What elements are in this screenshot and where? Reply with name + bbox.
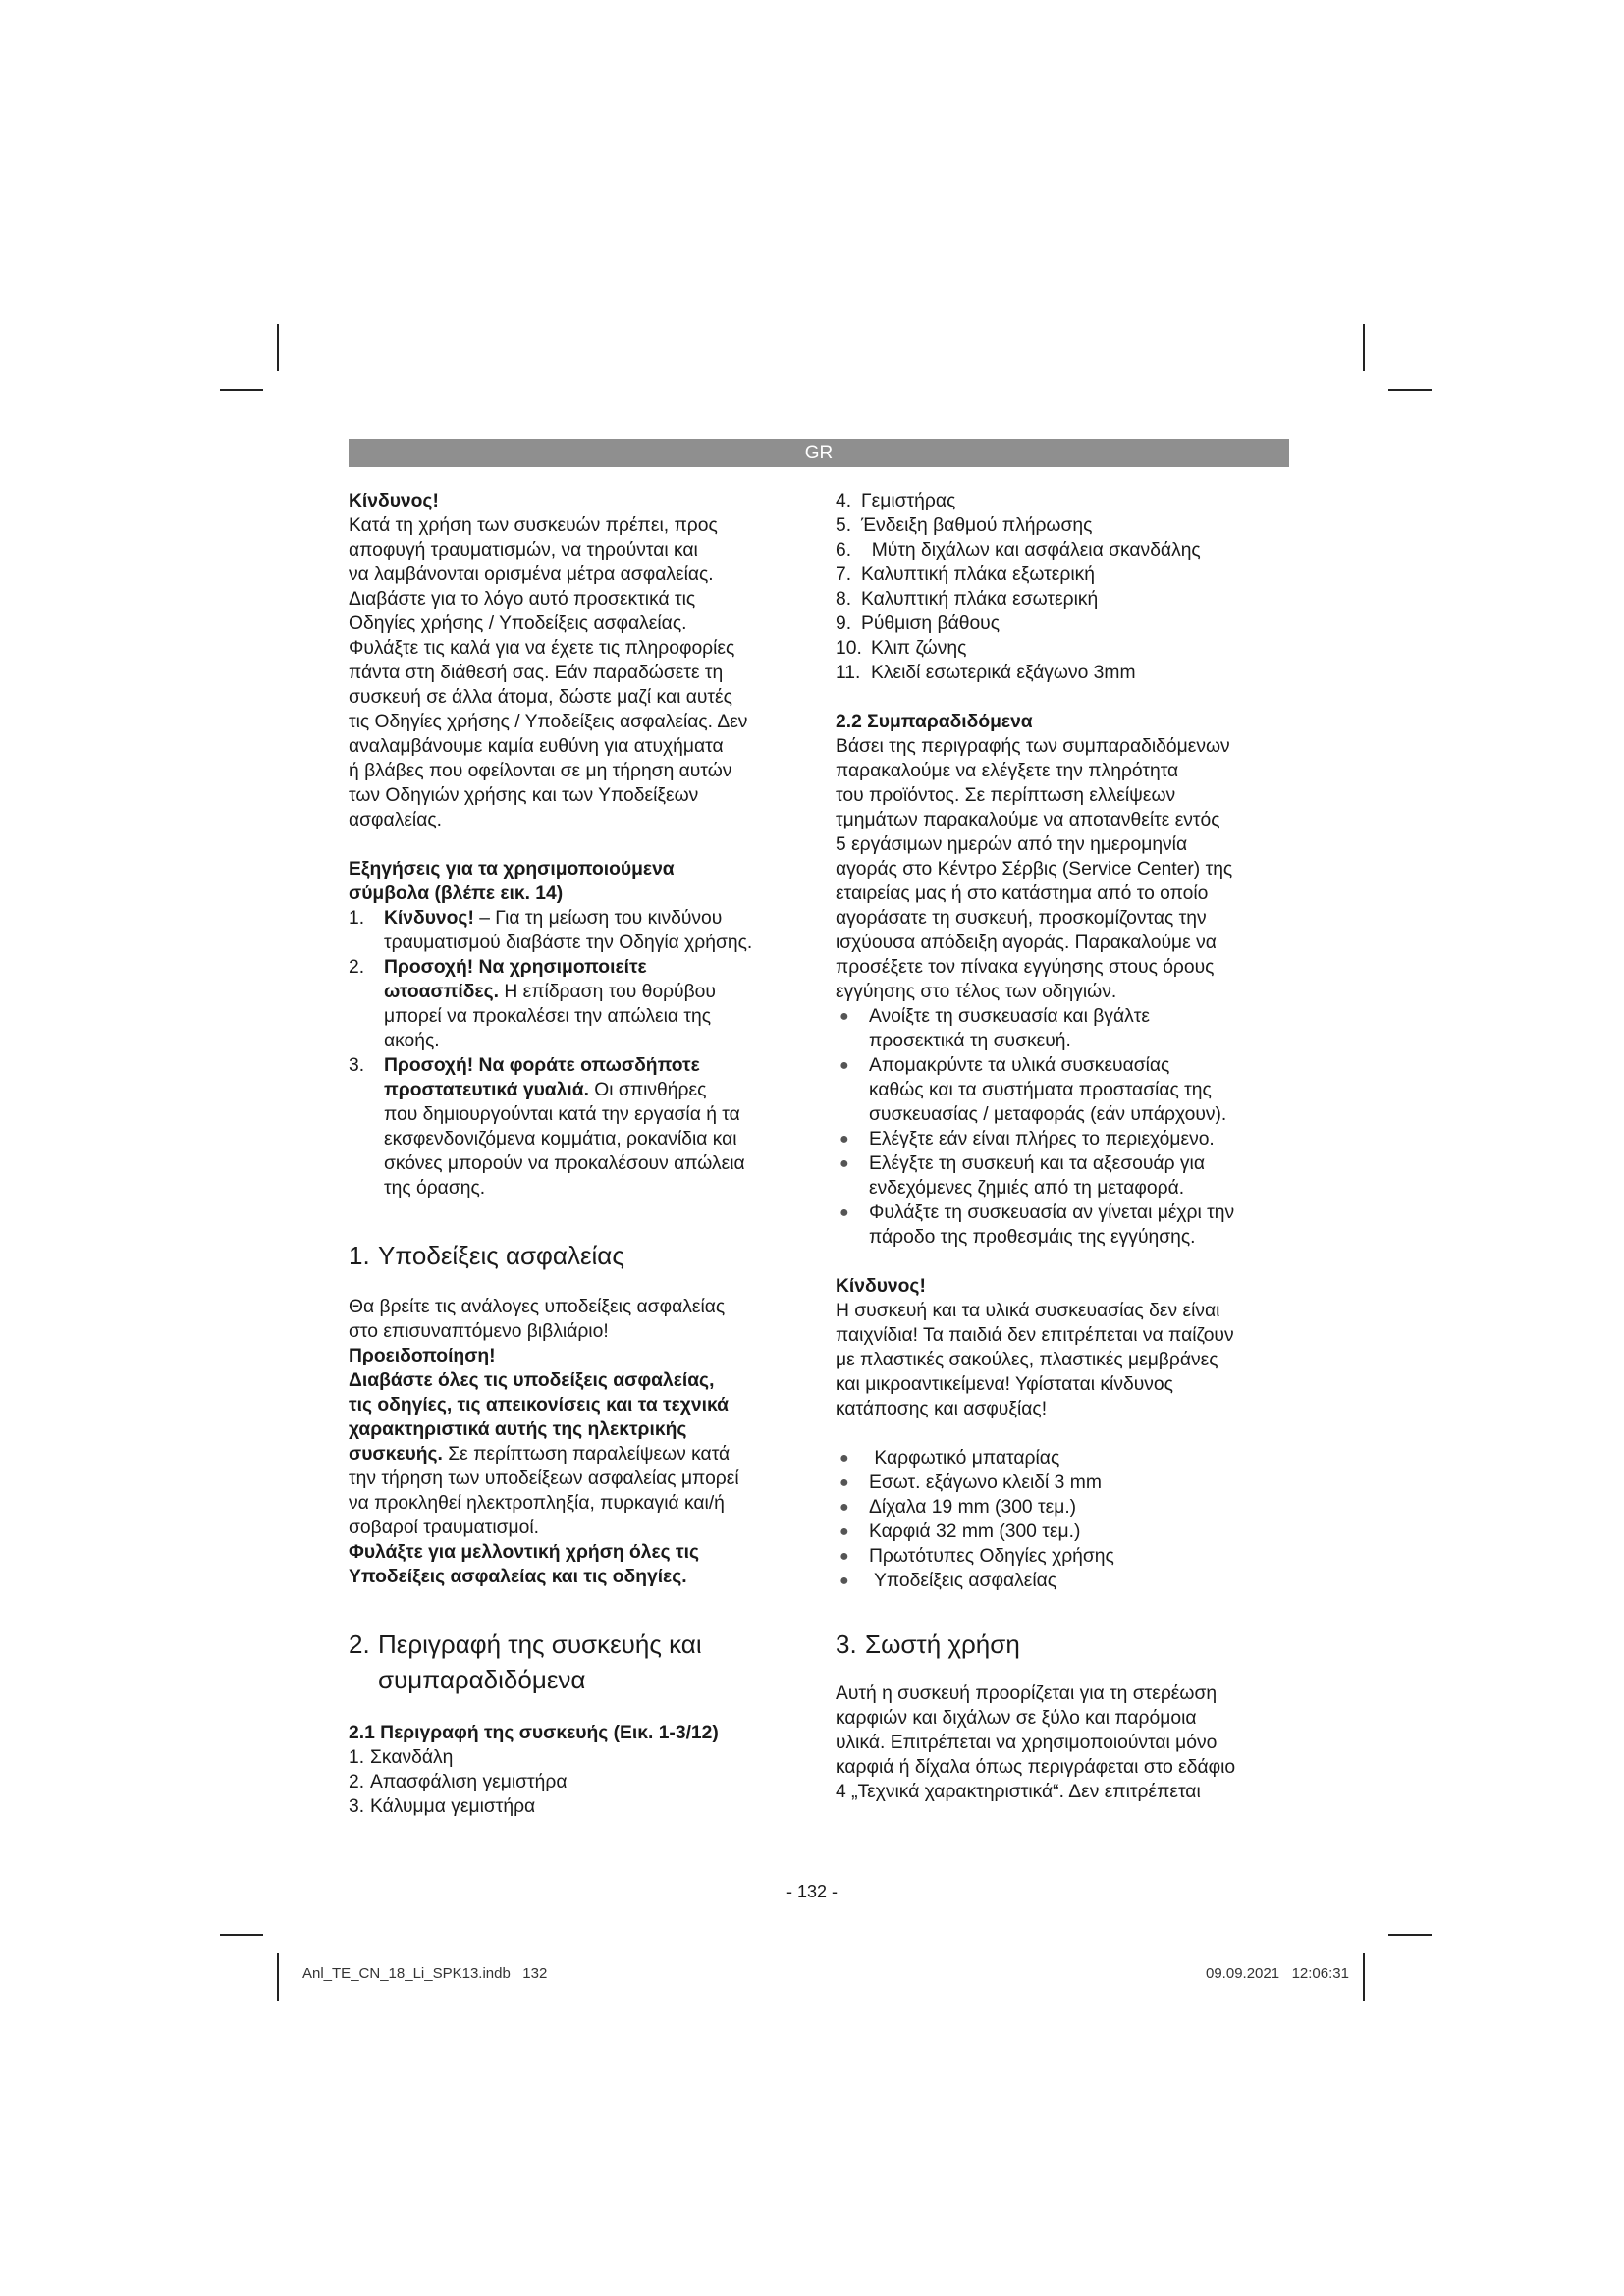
danger-line: ή βλάβες που οφείλονται σε μη τήρηση αυτών [349,761,732,781]
danger-line: να λαμβάνονται ορισμένα μέτρα ασφαλείας. [349,564,714,585]
symbols-title: Εξηγήσεις για τα χρησιμοποιούμενα [349,859,675,880]
section-2-2-title: 2.2 Συμπαραδιδόμενα [836,712,1033,732]
keep-instructions: Φυλάξτε για μελλοντική χρήση όλες τις [349,1542,700,1563]
danger-title: Κίνδυνος! [349,491,439,511]
danger-paragraph [349,513,800,832]
warning-line: να προκληθεί ηλεκτροπληξία, πυρκαγιά και/ή [349,1493,725,1514]
list-item: ● Ανοίξτε τη συσκευασία και βγάλτε προσεκτικά τη συσκευή. [839,1006,1150,1051]
bullet-icon: ● [839,1155,849,1172]
list-item: ● Εσωτ. εξάγωνο κλειδί 3 mm [839,1472,1102,1493]
package-contents-list [836,1446,1297,1593]
danger-line: Φυλάξτε τις καλά για να έχετε τις πληροφορίες [349,638,735,659]
list-item: 8. Καλυπτική πλάκα εσωτερική [836,589,1099,610]
danger-line: Οδηγίες χρήσης / Υποδείξεις ασφαλείας. [349,614,687,634]
crop-mark-top-right-h [1388,389,1432,391]
bullet-icon: ● [839,1523,849,1540]
symbols-list [349,906,800,1201]
list-item: 2. Απασφάλιση γεμιστήρα [349,1772,568,1792]
bullet-icon: ● [839,1548,849,1565]
warning-title: Προειδοποίηση! [349,1346,496,1366]
list-item: 10. Κλιπ ζώνης [836,638,967,659]
right-column [836,489,1297,1804]
bullet-icon: ● [839,1057,849,1074]
list-item: ● Καρφωτικό μπαταρίας [839,1448,1060,1468]
symbol-item: 3. Προσοχή! Να φοράτε οπωσδήποτε προστατευτικά γυαλιά. Οι σπινθήρες που δημιουργούνται κατά την εργασία ή τα εκσφενδονιζόμενα κομμάτια, ροκανίδια και σκόνες μπορούν να προκαλέσουν απώλεια της όρασης. [349,1055,745,1199]
symbol-item: 1. Κίνδυνος! – Για τη μείωση του κινδύνου τραυματισμού διαβάστε την Οδηγία χρήσης. [349,908,753,953]
danger-line: τις Οδηγίες χρήσης / Υποδείξεις ασφαλείας. Δεν [349,712,748,732]
bullet-icon: ● [839,1450,849,1467]
device-parts-list [349,1745,800,1819]
list-item: 5. Ένδειξη βαθμού πλήρωσης [836,515,1093,536]
danger-title-2: Κίνδυνος! [836,1276,926,1297]
list-item: ● Πρωτότυπες Οδηγίες χρήσης [839,1546,1114,1567]
bullet-icon: ● [839,1204,849,1221]
list-item: ● Δίχαλα 19 mm (300 τεμ.) [839,1497,1077,1518]
crop-mark-top-left [277,324,279,371]
section-3-paragraph: Αυτή η συσκευή προορίζεται για τη στερέωση καρφιών και διχάλων σε ξύλο και παρόμοια υλικά. Επιτρέπεται να χρησιμοποιούνται μόνο καρφιά ή δίχαλα όπως περιγράφεται στο εδάφιο 4 „Τεχνικά χαρακτηριστικά“. Δεν επιτρέπεται [836,1683,1236,1802]
danger-line: αποφυγή τραυματισμών, να τηρούνται και [349,540,698,561]
list-item: ● Υποδείξεις ασφαλείας [839,1571,1057,1591]
list-item: ● Φυλάξτε τη συσκευασία αν γίνεται μέχρι την πάροδο της προθεσμάις της εγγύησης. [839,1202,1235,1248]
section-1-line: Θα βρείτε τις ανάλογες υποδείξεις ασφαλείας [349,1297,726,1317]
danger-line: Κατά τη χρήση των συσκευών πρέπει, προς [349,515,718,536]
crop-mark-top-right [1363,324,1365,371]
crop-mark-bottom-left [277,1953,279,2001]
list-item: 9. Ρύθμιση βάθους [836,614,1001,634]
danger-line: πάντα στη διάθεσή σας. Εάν παραδώσετε τη [349,663,724,683]
warning-line: Σε περίπτωση παραλείψεων κατά [442,1444,731,1465]
list-item: 1. Σκανδάλη [349,1747,454,1768]
symbols-title-cont: σύμβολα (βλέπε εικ. 14) [349,883,564,904]
bullet-icon: ● [839,1131,849,1148]
list-item: ● Καρφιά 32 mm (300 τεμ.) [839,1522,1081,1542]
section-2-1-title: 2.1 Περιγραφή της συσκευής (Εικ. 1-3/12) [349,1723,719,1743]
list-item: 7. Καλυπτική πλάκα εξωτερική [836,564,1095,585]
language-header-band [349,439,1289,467]
footer-file-name: Anl_TE_CN_18_Li_SPK13.indb 132 [302,1965,548,1982]
list-item: 6. Μύτη διχάλων και ασφάλεια σκανδάλης [836,540,1201,561]
page-number: - 132 - [785,1882,839,1901]
section-2-heading: 2. Περιγραφή της συσκευής και συμπαραδιδόμενα [349,1629,702,1694]
bullet-icon: ● [839,1474,849,1491]
warning-bold-line: χαρακτηριστικά αυτής της ηλεκτρικής [349,1419,687,1440]
list-item: ● Ελέγξτε εάν είναι πλήρες το περιεχόμενο. [839,1129,1215,1149]
list-item: ● Απομακρύντε τα υλικά συσκευασίας καθώς και τα συστήματα προστασίας της συσκευασίας / μεταφοράς (εάν υπάρχουν). [839,1055,1227,1125]
device-parts-list-cont [836,489,1297,685]
language-code: GR [804,443,834,463]
danger-paragraph-2: Η συσκευή και τα υλικά συσκευασίας δεν είναι παιχνίδια! Τα παιδιά δεν επιτρέπεται να παίζουν με πλαστικές σακούλες, πλαστικές μεμβράνες και μικροαντικείμενα! Υφίσταται κίνδυνος κατάποσης και ασφυξίας! [836,1301,1234,1419]
warning-bold-line: Διαβάστε όλες τις υποδείξεις ασφαλείας, [349,1370,715,1391]
list-item: ● Ελέγξτε τη συσκευή και τα αξεσουάρ για ενδεχόμενες ζημιές από τη μεταφορά. [839,1153,1205,1199]
danger-line: Διαβάστε για το λόγο αυτό προσεκτικά τις [349,589,696,610]
symbol-item: 2. Προσοχή! Να χρησιμοποιείτε ωτοασπίδες. Η επίδραση του θορύβου μπορεί να προκαλέσει την απώλεια της ακοής. [349,957,716,1051]
left-column [349,489,800,1819]
bullet-icon: ● [839,1008,849,1025]
danger-line: αναλαμβάνουμε καμία ευθύνη για ατυχήματα [349,736,724,757]
footer-datetime: 09.09.2021 12:06:31 [1206,1965,1349,1982]
danger-line: ασφαλείας. [349,810,443,830]
section-2-2-paragraph: Βάσει της περιγραφής των συμπαραδιδόμενων παρακαλούμε να ελέγξετε την πληρότητα του προϊόντος. Σε περίπτωση ελλείψεων τμημάτων παρακαλούμε να αποτανθείτε εντός 5 εργάσιμων ημερών από την ημερομηνία αγοράς στο Κέντρο Σέρβις (Service Center) της εταιρείας μας ή στο κατάστημα από το οποίο αγοράσατε τη συσκευή, προσκομίζοντας την ισχύουσα απόδειξη αγοράς. Παρακαλούμε να προσέξετε τον πίνακα εγγύησης στους όρους εγγύησης στο τέλος των οδηγιών. [836,736,1233,1002]
section-1-heading: 1. Υποδείξεις ασφαλείας [349,1241,624,1270]
list-item: 3. Κάλυμμα γεμιστήρα [349,1796,536,1817]
crop-mark-bottom-right [1363,1953,1365,2001]
warning-line: την τήρηση των υποδείξεων ασφαλείας μπορεί [349,1468,739,1489]
section-1-line: στο επισυναπτόμενο βιβλιάριο! [349,1321,609,1342]
list-item: 11. Κλειδί εσωτερικά εξάγωνο 3mm [836,663,1136,683]
bullet-icon: ● [839,1573,849,1589]
bullet-icon: ● [839,1499,849,1516]
crop-mark-bottom-right-h [1388,1934,1432,1936]
warning-bold-line: τις οδηγίες, τις απεικονίσεις και τα τεχνικά [349,1395,729,1415]
danger-line: των Οδηγιών χρήσης και των Υποδείξεων [349,785,699,806]
keep-instructions: Υποδείξεις ασφαλείας και τις οδηγίες. [349,1567,687,1587]
crop-mark-bottom-left-h [220,1934,263,1936]
section-3-heading: 3. Σωστή χρήση [836,1629,1020,1659]
list-item: 4. Γεμιστήρας [836,491,956,511]
danger-line: συσκευή σε άλλα άτομα, δώστε μαζί και αυτές [349,687,732,708]
warning-line: σοβαροί τραυματισμοί. [349,1518,539,1538]
unpacking-checklist [836,1004,1297,1250]
crop-mark-top-left-h [220,389,263,391]
warning-bold-line: συσκευής. [349,1444,443,1465]
